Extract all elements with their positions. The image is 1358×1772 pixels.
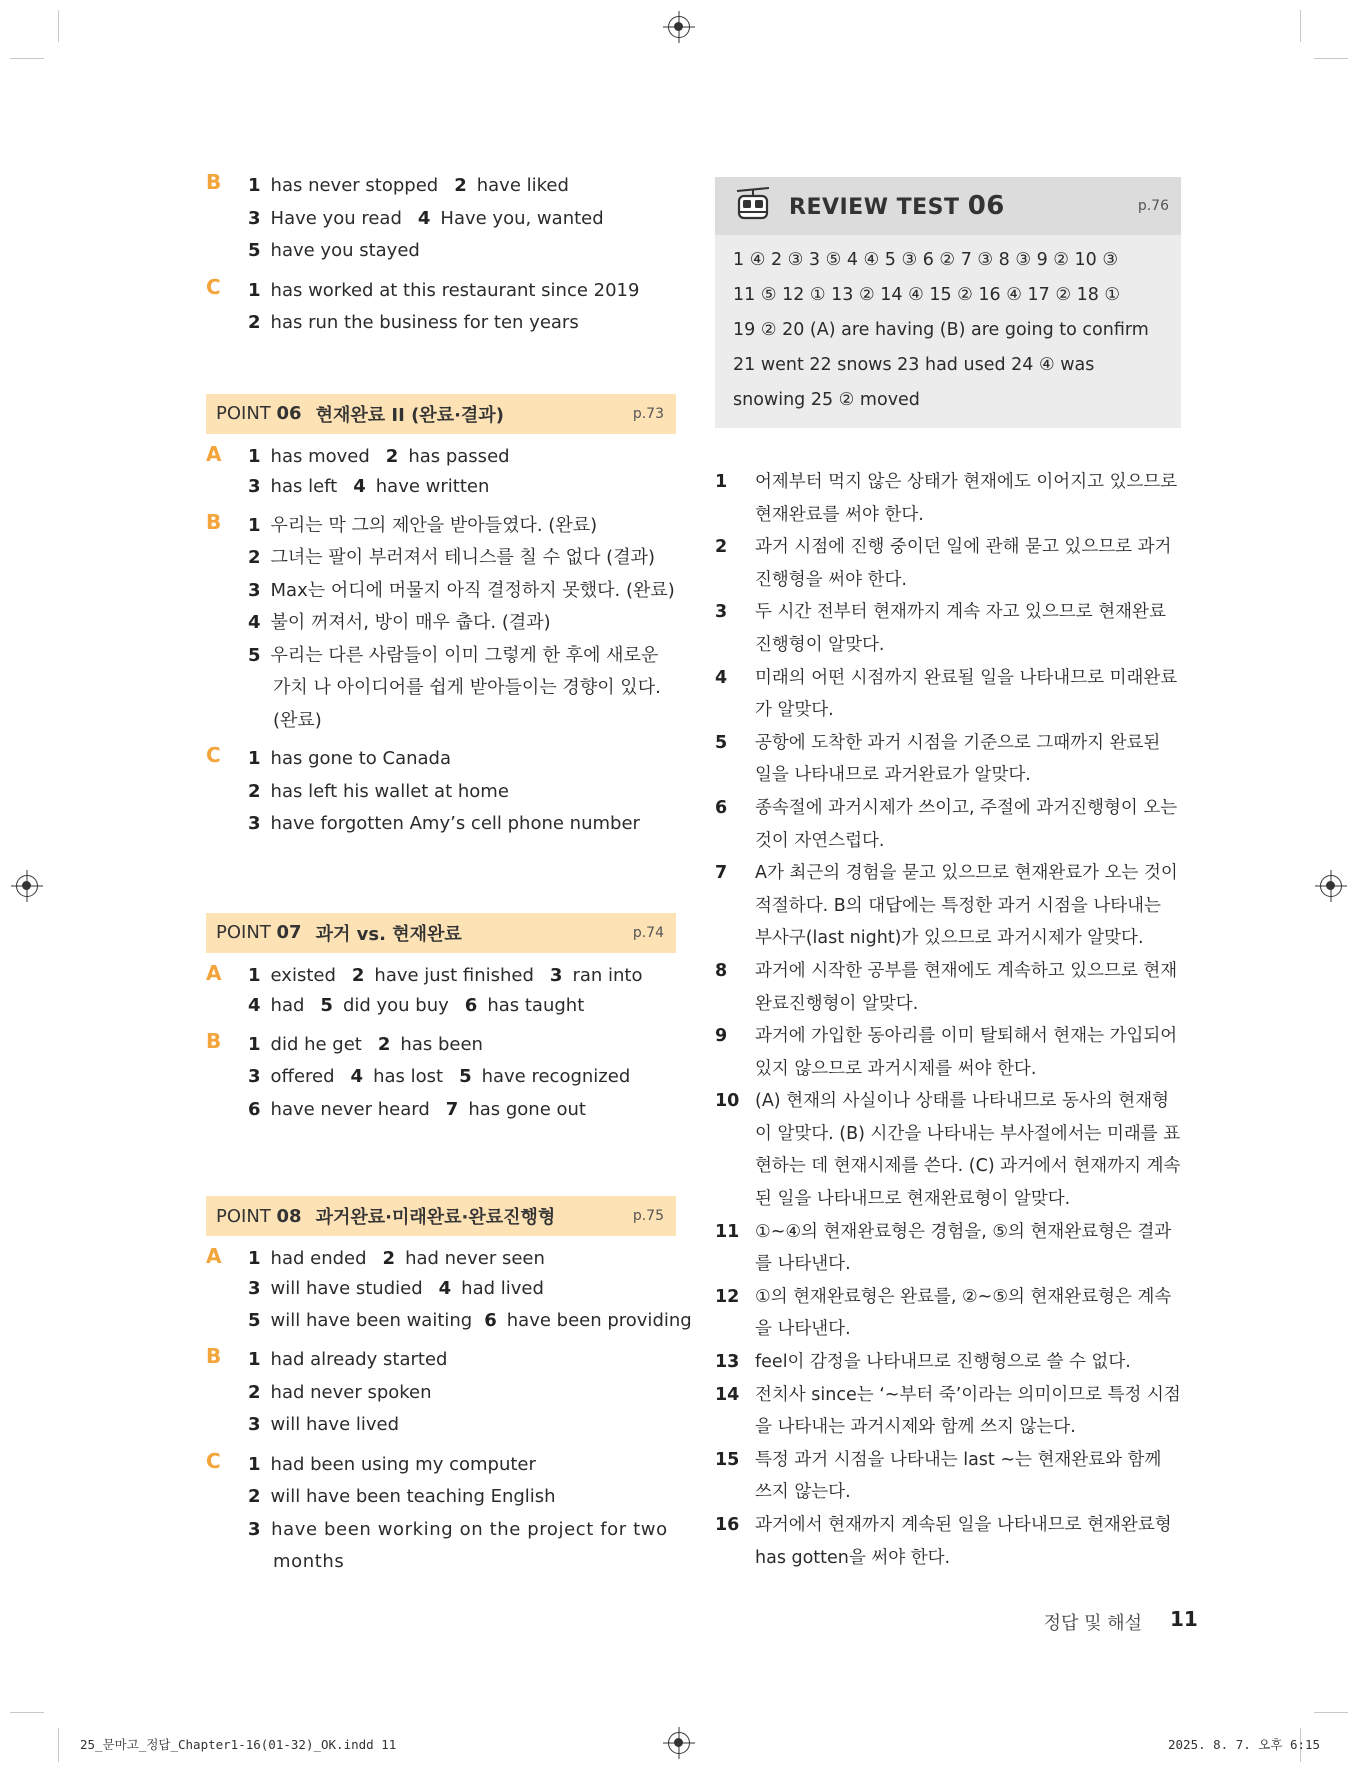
registration-mark-icon [668,16,690,38]
item-number: 2 [351,964,365,986]
item-number: 1 [248,445,261,467]
explanation-text: 특정 과거 시점을 나타내는 last ~는 현재완료와 함께 쓰지 않는다. [755,1449,1162,1503]
answer-line [206,542,676,575]
answer-text: have liked [476,175,569,196]
answer-text: 그녀는 팔이 부러져서 테니스를 칠 수 없다 (결과) [270,547,655,568]
review-test-box [715,177,1181,428]
answer-line [206,235,676,268]
point-number: 08 [276,1205,302,1227]
answer-text: have just finished [374,964,534,986]
crop-mark [10,1712,44,1713]
answer-block-a [206,442,676,502]
explanation-number: 6 [715,797,728,818]
left-column [206,170,692,1579]
answer-text: 불이 꺼져서, 방이 매우 춥다. (결과) [270,612,551,633]
answer-block-a [206,1244,692,1338]
answer-block-b [206,510,676,738]
answer-text: has gone out [468,1098,586,1120]
point-title: 과거완료·미래완료·완료진행형 [315,1207,556,1228]
answer-text: had been using my computer [270,1453,536,1475]
answer-line [206,1094,676,1127]
explanation-text: 과거 시점에 진행 중이던 일에 관해 묻고 있으므로 과거진행형을 써야 한다. [755,537,1172,590]
item-number: 6 [464,994,478,1016]
answer-text: ran into [572,964,643,986]
answer-line [206,170,676,203]
explanation-item [715,466,1181,531]
point-title: 현재완료 II (완료·결과) [315,404,504,426]
registration-mark-icon [16,875,38,897]
item-number: 5 [320,994,333,1016]
answer-text: have recognized [481,1066,631,1087]
answer-text: had [270,994,305,1016]
answer-text: has run the business for ten years [270,312,579,333]
crop-mark [58,10,59,42]
answer-block-c [206,275,676,340]
item-number: 5 [248,240,261,261]
point-06-header [206,394,676,434]
answer-text: did he get [270,1033,362,1055]
answer-line [206,510,676,543]
answer-text: had never spoken [270,1381,432,1403]
review-test-header [715,177,1181,235]
review-answer-line: 19 ② 20 (A) are having (B) are going to confirm [733,320,1149,340]
point-label [216,922,302,943]
section-letter: A [206,1244,222,1268]
explanation-text: 어제부터 먹지 않은 상태가 현재에도 이어지고 있으므로 현재완료를 써야 한다. [755,472,1178,525]
review-answer-line: 21 went 22 snows 23 had used 24 ④ was [733,355,1095,375]
answer-line [206,991,676,1021]
answer-line [206,1029,676,1062]
answer-text: has taught [487,994,585,1016]
explanation-text: ①의 현재완료형은 완료를, ②~⑤의 현재완료형은 계속을 나타낸다. [755,1286,1172,1340]
explanation-number: 7 [715,863,728,884]
page-reference: p.73 [632,405,664,422]
explanation-item [715,1281,1181,1346]
item-number: 3 [248,1518,262,1540]
page-reference: p.76 [1137,198,1169,214]
point-number: 07 [276,922,302,943]
explanation-number: 1 [715,472,728,492]
point-title: 과거 vs. 현재완료 [315,923,462,945]
answer-line [206,961,676,991]
item-number: 1 [248,514,261,536]
answer-line [206,1344,676,1377]
item-number: 6 [248,1098,261,1120]
answer-line [206,307,676,340]
item-number: 1 [248,1033,261,1055]
explanation-item [715,531,1181,596]
section-letter: C [206,743,221,767]
answer-line [206,1481,676,1514]
crop-mark [1314,1712,1348,1713]
item-number: 1 [248,279,261,301]
explanation-number: 5 [715,732,728,753]
answer-text: had never seen [405,1248,545,1269]
registration-mark-icon [1320,875,1342,897]
explanation-number: 8 [715,960,728,981]
item-number: 1 [248,964,261,986]
section-letter: B [206,170,222,194]
answer-line [206,1244,676,1274]
page-reference: p.75 [632,1208,664,1224]
page-number: 11 [1170,1607,1198,1631]
answer-text: will have studied [270,1278,423,1299]
explanation-item [715,1379,1181,1444]
answer-text: Max는 어디에 머물지 아직 결정하지 못했다. (완료) [270,579,675,601]
print-slug-timestamp: 2025. 8. 7. 오후 6:15 [1168,1737,1321,1752]
answer-line [206,1449,676,1482]
explanation-item [715,955,1181,1020]
item-number: 1 [248,748,261,769]
review-answer-line: snowing 25 ② moved [733,390,920,410]
explanation-item [715,727,1181,792]
item-number: 3 [248,1414,261,1435]
item-number: 2 [248,312,261,333]
item-number: 4 [350,1066,364,1087]
answer-line [206,1377,676,1410]
answer-text: had lived [461,1278,544,1299]
answer-text: had already started [270,1349,448,1370]
explanation-item [715,792,1181,857]
answer-text: have you stayed [270,240,420,261]
item-number: 1 [248,1248,261,1269]
review-title-text: REVIEW TEST [789,195,960,220]
answer-text: will have been waiting [270,1310,473,1331]
item-number: 2 [248,780,261,802]
answer-text: has been [400,1033,483,1055]
item-number: 2 [248,547,261,568]
explanation-text: 과거에 시작한 공부를 현재에도 계속하고 있으므로 현재완료진행형이 알맞다. [755,960,1178,1014]
answer-line [206,743,676,776]
explanation-item [715,1444,1181,1509]
item-number: 5 [248,1310,261,1331]
item-number: 5 [248,644,261,666]
answer-block-c [206,743,676,841]
answer-text: 우리는 다른 사람들이 이미 그렇게 한 후에 새로운 가치 나 아이디어를 쉽게 받아들이는 경향이 있다. (완료) [270,644,661,731]
explanation-number: 4 [715,667,728,688]
item-number: 5 [459,1066,472,1087]
answer-text: Have you read [270,207,402,229]
answer-text: will have been teaching English [270,1486,556,1507]
item-number: 4 [438,1278,452,1299]
item-number: 3 [549,964,563,986]
section-letter: C [206,274,221,299]
answer-text: Have you, wanted [440,207,604,229]
answer-line [206,1514,676,1579]
answer-text: has left [270,475,338,497]
explanation-text: A가 최근의 경험을 묻고 있으므로 현재완료가 오는 것이 적절하다. B의 대답에는 특정한 과거 시점을 나타내는 부사구(last night)가 있으므로 과거시제가 알맞다. [755,863,1178,949]
item-number: 2 [377,1033,391,1055]
explanation-text: 과거에서 현재까지 계속된 일을 나타내므로 현재완료형 has gotten을 써야 한다. [755,1515,1172,1568]
crop-mark [58,1728,59,1762]
section-letter: B [206,509,222,534]
item-number: 2 [385,445,399,467]
section-letter: C [206,1448,221,1473]
answer-line [206,1409,676,1442]
explanation-text: 전치사 since는 ‘~부터 죽’이라는 의미이므로 특정 시점을 나타내는 과거시제와 함께 쓰지 않는다. [755,1384,1181,1438]
explanation-item [715,857,1181,955]
explanation-text: 두 시간 전부터 현재까지 계속 자고 있으므로 현재완료진행형이 알맞다. [755,602,1166,655]
point-prefix: POINT [216,1205,271,1227]
answer-text: have written [375,475,490,497]
explanation-number: 14 [715,1384,740,1405]
point-07-header [206,913,676,953]
item-number: 3 [248,475,261,497]
review-answer-line: 1 ④ 2 ③ 3 ⑤ 4 ④ 5 ③ 6 ② 7 ③ 8 ③ 9 ② 10 ③ [733,250,1119,270]
crop-mark [10,58,44,59]
item-number: 7 [445,1098,459,1120]
review-number: 06 [967,191,1005,221]
item-number: 6 [484,1310,497,1331]
explanation-number: 2 [715,537,728,558]
item-number: 4 [248,994,261,1016]
answer-text: have never heard [270,1098,430,1120]
explanation-text: 종속절에 과거시제가 쓰이고, 주절에 과거진행형이 오는 것이 자연스럽다. [755,797,1178,851]
answer-text: existed [270,964,336,986]
point-prefix: POINT [216,922,271,943]
review-test-title [789,191,1005,221]
explanation-number: 10 [715,1091,740,1112]
item-number: 4 [248,612,261,633]
explanation-number: 9 [715,1026,728,1047]
item-number: 2 [454,175,467,196]
answer-text: has left his wallet at home [270,780,509,802]
page-reference: p.74 [632,924,664,941]
answer-text: has moved [270,445,370,467]
crop-mark [1314,58,1348,59]
explanation-text: 과거에 가입한 동아리를 이미 탈퇴해서 현재는 가입되어 있지 않으므로 과거시제를 써야 한다. [755,1026,1178,1079]
answer-line [206,442,676,472]
explanation-text: ①~④의 현재완료형은 경험을, ⑤의 현재완료형은 결과를 나타낸다. [755,1221,1172,1275]
answer-line [206,575,676,608]
answer-text: had ended [270,1248,367,1269]
item-number: 2 [248,1486,261,1507]
crop-mark [1300,10,1301,42]
explanation-text: feel이 감정을 나타내므로 진행형으로 쓸 수 없다. [755,1352,1131,1373]
answer-line [206,607,676,640]
answer-text: has never stopped [270,175,439,196]
explanation-text: (A) 현재의 사실이나 상태를 나타내므로 동사의 현재형이 알맞다. (B) 시간을 나타내는 부사절에서는 미래를 표현하는 데 현재시제를 쓴다. (C) 과거에서 현재까지 계속된 일을 나타내므로 현재완료형이 알맞다. [755,1091,1181,1210]
explanation-item [715,1509,1181,1574]
cable-car-icon [735,187,771,225]
explanation-number: 3 [715,602,728,623]
answer-text: have forgotten Amy’s cell phone number [270,813,640,834]
review-answer-line: 11 ⑤ 12 ① 13 ② 14 ④ 15 ② 16 ④ 17 ② 18 ① [733,285,1121,305]
answer-block-b [206,1344,676,1442]
footer-section-label: 정답 및 해설 [1043,1613,1142,1634]
item-number: 2 [382,1248,396,1269]
answer-text: have been providing [506,1310,692,1331]
item-number: 4 [417,207,431,229]
item-number: 3 [248,1278,261,1299]
answer-block-b [206,170,676,268]
item-number: 1 [248,175,261,196]
explanation-item [715,662,1181,727]
point-label [216,403,302,424]
answer-text: will have lived [270,1414,400,1435]
print-slug-filename: 25_문마고_정답_Chapter1-16(01-32)_OK.indd 11 [80,1737,397,1752]
review-answers [715,235,1181,428]
answer-text: have been working on the project for two months [271,1518,668,1572]
answer-line [206,203,676,236]
answer-line [206,275,676,308]
item-number: 3 [248,579,261,601]
answer-line [206,776,676,809]
answer-block-c [206,1449,676,1579]
answer-text: has worked at this restaurant since 2019 [270,279,640,301]
answer-line [206,808,676,841]
explanations-list [715,466,1181,1574]
explanation-item [715,596,1181,661]
explanation-item [715,1216,1181,1281]
item-number: 2 [248,1381,261,1403]
section-letter: A [206,441,222,466]
answer-block-a [206,961,676,1021]
answer-text: did you buy [342,994,449,1016]
explanation-number: 13 [715,1352,740,1373]
item-number: 1 [248,1453,261,1475]
explanation-number: 16 [715,1515,740,1535]
answer-text: has gone to Canada [270,748,451,769]
explanation-item [715,1020,1181,1085]
registration-mark-icon [668,1732,690,1754]
point-08-header [206,1196,676,1236]
point-prefix: POINT [216,403,271,424]
item-number: 3 [248,207,261,229]
point-label [216,1206,302,1227]
answer-text: offered [270,1066,335,1087]
answer-line [206,472,676,502]
answer-line [206,1061,676,1094]
item-number: 3 [248,813,261,834]
section-letter: A [206,960,222,985]
item-number: 3 [248,1066,261,1087]
answer-text: has lost [373,1066,444,1087]
item-number: 4 [353,475,366,497]
answer-line [206,640,676,738]
explanation-number: 15 [715,1449,740,1470]
section-letter: B [206,1028,222,1053]
answer-line [206,1304,692,1338]
point-number: 06 [276,403,302,424]
explanation-number: 11 [715,1221,740,1242]
explanation-item [715,1346,1181,1379]
explanation-number: 12 [715,1286,740,1307]
explanation-text: 공항에 도착한 과거 시점을 기준으로 그때까지 완료된 일을 나타내므로 과거완료가 알맞다. [755,732,1161,786]
item-number: 1 [248,1349,261,1370]
answer-text: 우리는 막 그의 제안을 받아들였다. (완료) [270,514,598,536]
answer-text: has passed [408,445,510,467]
answer-block-b [206,1029,676,1127]
section-letter: B [206,1344,222,1368]
explanation-text: 미래의 어떤 시점까지 완료될 일을 나타내므로 미래완료가 알맞다. [755,667,1178,721]
answer-line [206,1274,676,1304]
explanation-item [715,1085,1181,1215]
